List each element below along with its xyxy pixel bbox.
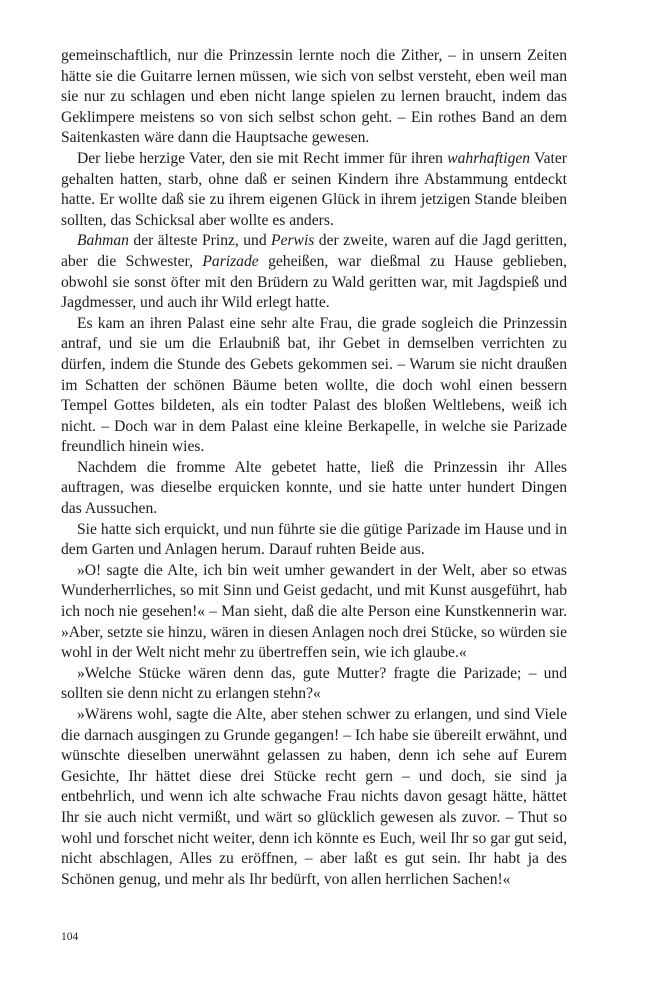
page-number: 104 xyxy=(61,931,79,943)
paragraph: Der liebe herzige Vater, den sie mit Recht immer für ihren wahrhaftigen Vater gehalten hatten, starb, ohne daß er seinen Kindern ihre Abstammung entdeckt hatte. Er wollte daß sie zu ihrem eigenen Glück in ihrem jetzigen Stande bleiben sollten, das Schicksal aber wollte es anders. xyxy=(61,149,567,229)
italic-word: Bahman xyxy=(77,232,129,250)
italic-word: Parizade xyxy=(202,252,259,270)
paragraph: Nachdem die fromme Alte gebetet hatte, ließ die Prinzessin ihr Alles auftragen, was dieselbe erquicken konnte, und sie hatte unter hundert Dingen das Aussuchen. xyxy=(61,458,567,518)
paragraph: »Welche Stücke wären denn das, gute Mutter? fragte die Parizade; – und sollten sie denn nicht zu erlangen stehn?« xyxy=(61,664,567,703)
italic-word: wahrhaftigen xyxy=(447,149,531,167)
paragraph: Es kam an ihren Palast eine sehr alte Frau, die grade sogleich die Prinzessin antraf, und sie um die Erlaubniß bat, ihr Gebet in demselben verrichten zu dürfen, indem die Stunde des Gebets gekommen sei. – Warum sie nicht draußen im Schatten der schönen Bäume beten wollte, die doch wohl einen bessern Tempel Gottes bildeten, als ein todter Palast des bloßen Weltlebens, weiß ich nicht. – Doch war in dem Palast eine kleine Berkapelle, in welche sie Parizade freundlich hinein wies. xyxy=(61,314,567,456)
paragraph: »Wärens wohl, sagte die Alte, aber stehen schwer zu erlangen, und sind Viele die darnach ausgingen zu Grunde gegangen! – Ich habe sie übereilt erwähnt, und wünschte dieselben unerwähnt gelassen zu haben, denn ich sehe auf Eurem Gesichte, Ihr hättet diese drei Stücke recht gern – und doch, sie sind ja entbehrlich, und wenn ich alte schwache Frau nichts davon gesagt hätte, hättet Ihr sie auch nicht vermißt, und wärt so glücklich gewesen als zuvor. – Thut so wohl und forschet nicht weiter, denn ich könnte es Euch, weil Ihr so gar gut seid, nicht abschlagen, Alles zu eröffnen, – aber laßt es gut sein. Ihr habt ja des Schönen genug, und mehr als Ihr bedürft, von allen herrlichen Sachen!« xyxy=(61,706,567,888)
page-body xyxy=(61,46,567,890)
italic-word: Perwis xyxy=(271,232,315,250)
paragraph: Sie hatte sich erquickt, und nun führte sie die gütige Parizade im Hause und in dem Garten und Anlagen herum. Darauf ruhten Beide aus. xyxy=(61,520,567,559)
paragraph: »O! sagte die Alte, ich bin weit umher gewandert in der Welt, aber so etwas Wunderherrliches, so mit Sinn und Geist gedacht, und mit Kunst ausgeführt, hab ich noch nie gesehen!« – Man sieht, daß die alte Person eine Kunstkennerin war. »Aber, setzte sie hinzu, wären in diesen Anlagen noch drei Stücke, so würden sie wohl in der Welt nicht mehr zu übertreffen sein, wie ich glaube.« xyxy=(61,561,567,662)
paragraph: gemeinschaftlich, nur die Prinzessin lernte noch die Zither, – in unsern Zeiten hätte sie die Guitarre lernen müssen, wie sich von selbst versteht, eben weil man sie nur zu schlagen und eben nicht lange spielen zu lernen braucht, indem das Geklimpere meistens so von sich selbst schon geht. – Ein rothes Band an dem Saitenkasten wäre dann die Hauptsache gewesen. xyxy=(61,47,567,147)
paragraph: Bahman der älteste Prinz, und Perwis der zweite, waren auf die Jagd geritten, aber die Schwester, Parizade geheißen, war dießmal zu Hause geblieben, obwohl sie sonst öfter mit den Brüdern zu Wald geritten war, mit Jagdspieß und Jagdmesser, und auch ihr Wild erlegt hatte. xyxy=(61,232,567,312)
